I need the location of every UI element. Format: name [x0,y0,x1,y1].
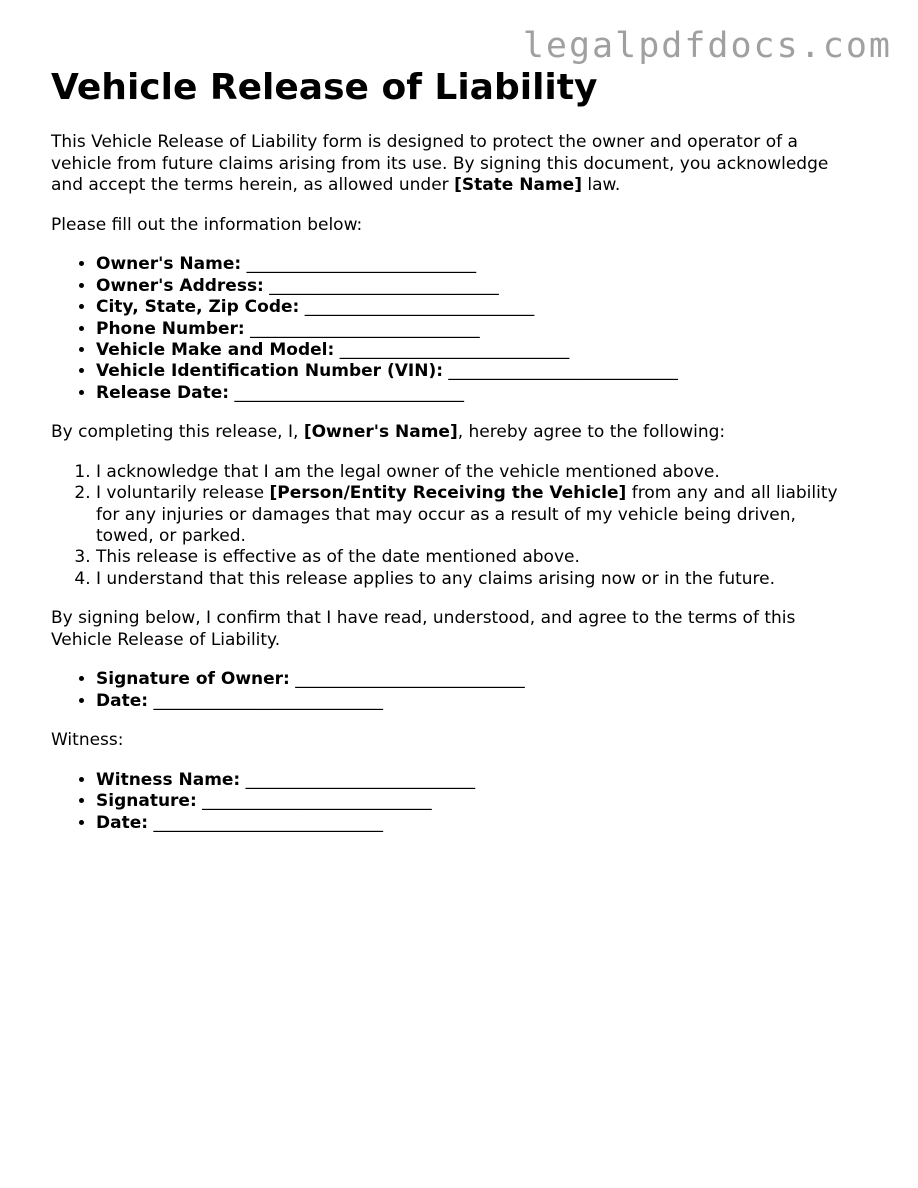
witness-date-field: • Date: ___________________________ [96,813,851,834]
term-item: 4. I understand that this release applies to any claims arising now or in the future. [96,569,851,590]
witness-label: Witness: [51,730,124,751]
agree-intro: By completing this release, I, [Owner's Name], hereby agree to the following: [51,422,726,443]
state-name-placeholder: [State Name] [454,175,582,196]
info-field-owner-address: • Owner's Address: ___________________________ [96,276,851,297]
owner-signature-field: • Signature of Owner: ___________________________ [96,669,851,690]
witness-name-blank[interactable]: ___________________________ [245,769,476,790]
phone-number-blank[interactable]: ___________________________ [250,318,480,339]
witness-signature-field: • Signature: ___________________________ [96,791,851,812]
term-item: 1. I acknowledge that I am the legal owner of the vehicle mentioned above. [96,462,851,483]
confirm-paragraph: By signing below, I confirm that I have read, understood, and agree to the terms of this Vehicle Release of Liability. [51,608,796,650]
witness-field-list [51,770,851,834]
owner-date-blank[interactable]: ___________________________ [153,690,383,711]
owner-signature-list [51,669,851,712]
terms-list [51,462,851,590]
intro-text: This Vehicle Release of Liability form is designed to protect the owner and operator of a vehicle from future claims arising from its use. By signing this document, you acknowledge and accept the terms herein, as allowed under [51,132,829,196]
intro-text-end: law. [581,175,621,196]
info-field-vin: • Vehicle Identification Number (VIN): ___________________________ [96,361,851,382]
owner-signature-blank[interactable]: ___________________________ [295,669,525,690]
info-field-make-model: • Vehicle Make and Model: ___________________________ [96,340,851,361]
owner-name-placeholder: [Owner's Name] [303,422,458,443]
term-item: 2. I voluntarily release [Person/Entity Receiving the Vehicle] from any and all liability for any injuries or damages that may occur as a result of my vehicle being driven, towed, or parked. [96,483,851,547]
info-field-owner-name: • Owner's Name: ___________________________ [96,254,851,275]
watermark: legalpdfdocs.com [522,26,892,66]
fill-prompt: Please fill out the information below: [51,214,363,235]
vin-blank[interactable]: ___________________________ [448,361,678,382]
owner-date-field: • Date: ___________________________ [96,691,851,712]
info-field-phone: • Phone Number: ___________________________ [96,319,851,340]
owner-name-blank[interactable]: ___________________________ [246,254,477,275]
make-model-blank[interactable]: ___________________________ [339,340,570,360]
info-field-release-date: • Release Date: ___________________________ [96,383,851,404]
intro-paragraph [51,132,851,197]
term-item: 3. This release is effective as of the date mentioned above. [96,547,851,568]
city-state-zip-blank[interactable]: ___________________________ [304,297,535,318]
witness-date-blank[interactable]: ___________________________ [153,812,383,833]
witness-name-field: • Witness Name: ___________________________ [96,770,851,791]
witness-signature-blank[interactable]: ___________________________ [202,791,432,812]
receiver-placeholder: [Person/Entity Receiving the Vehicle] [269,483,627,504]
owner-address-blank[interactable]: ___________________________ [269,275,499,296]
info-field-list [51,254,851,404]
info-field-city-state-zip: • City, State, Zip Code: ___________________________ [96,297,851,318]
document-page [51,64,851,834]
document-title: Vehicle Release of Liability [51,67,598,108]
release-date-blank[interactable]: ___________________________ [234,382,464,403]
